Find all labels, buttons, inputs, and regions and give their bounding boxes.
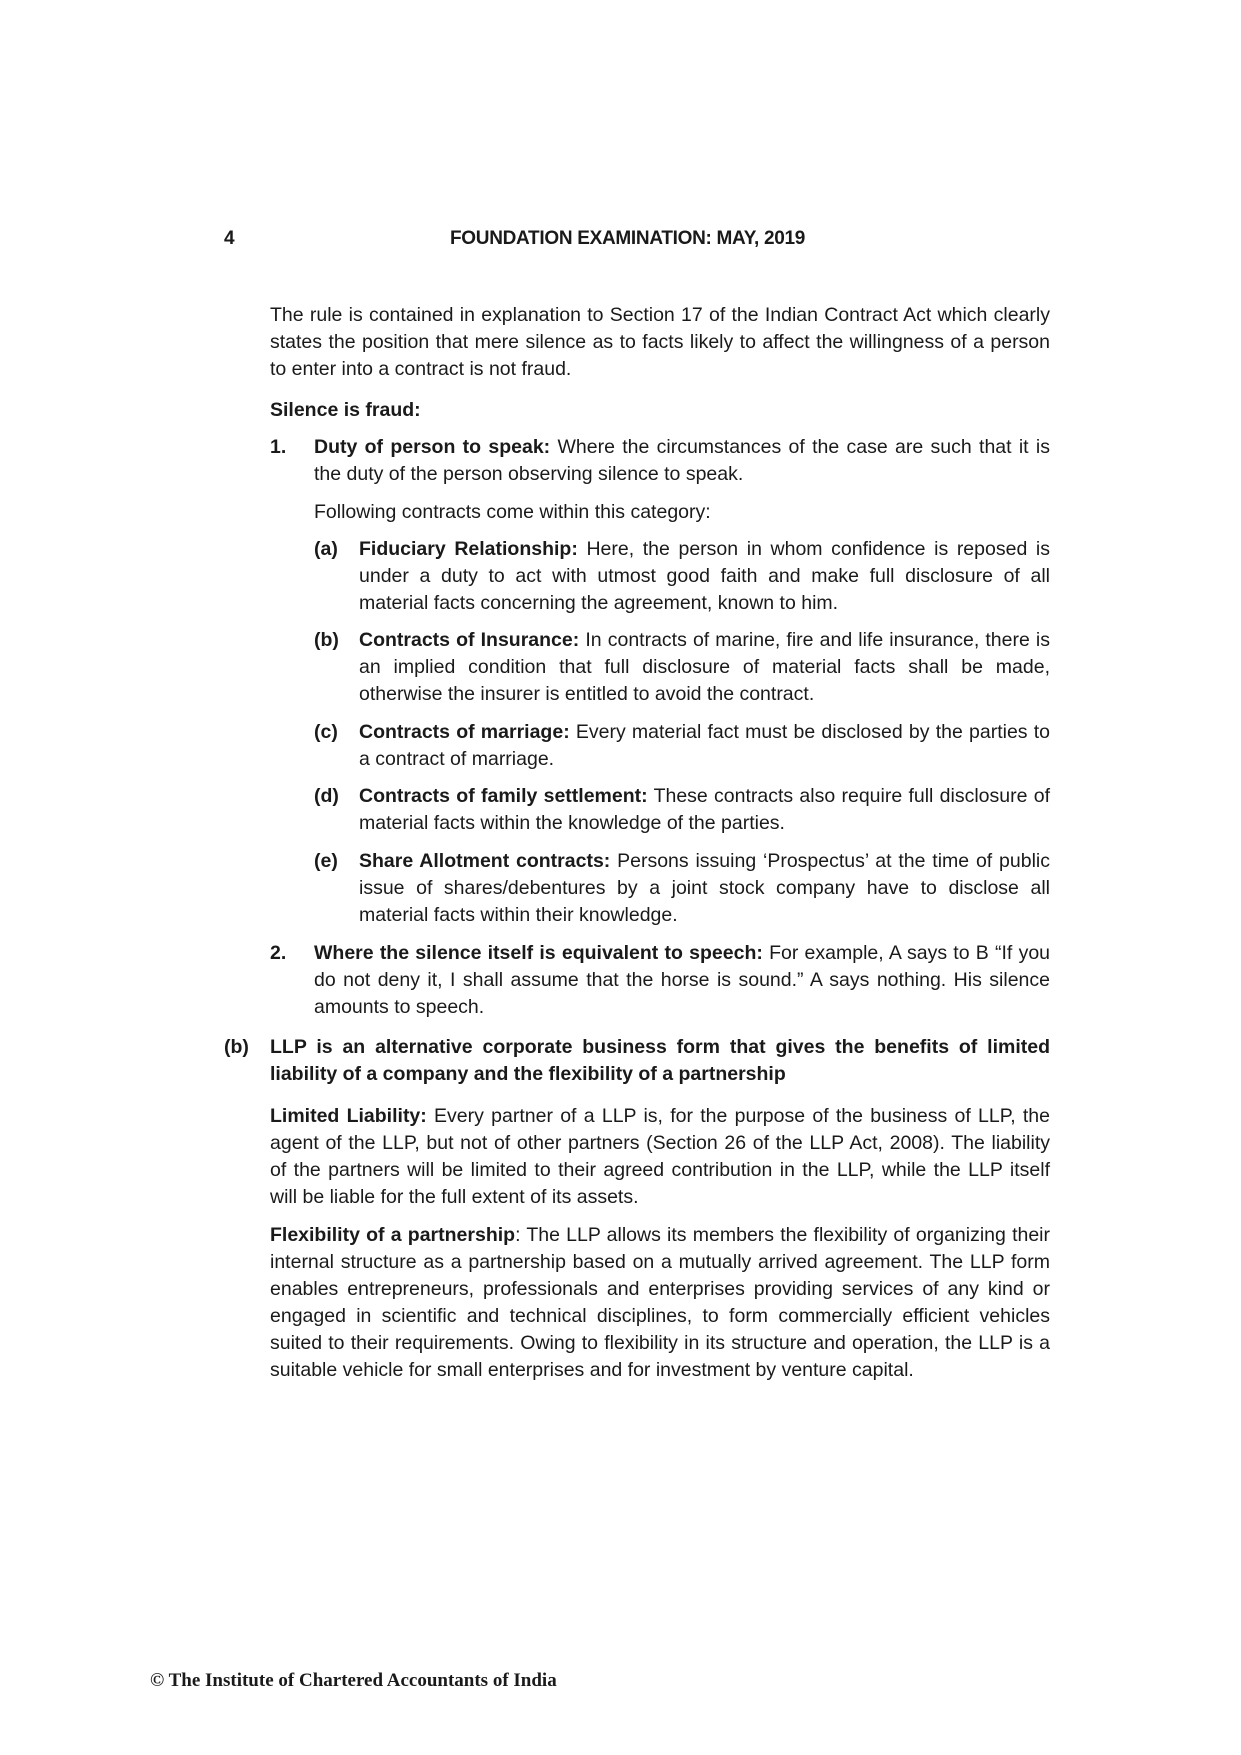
subitem-e-text: Persons issuing ‘Prospectus’ at the time of public issue of shares/debentures by a joint stock company have to disclose all material facts within their knowledge. — [359, 850, 1050, 926]
limited-liability-text: Every partner of a LLP is, for the purpose of the business of LLP, the agent of the LLP, but not of other partners (Section 26 of the LLP Act, 2008). The liability of the partners will be limited to their agreed contribution in the LLP, while the LLP itself will be liable for the full extent of its assets. — [270, 1105, 1050, 1208]
intro-paragraph: The rule is contained in explanation to Section 17 of the Indian Contract Act which clearly states the position that mere silence as to facts likely to affect the willingness of a person to enter into a contract is not fraud. — [270, 304, 1050, 380]
limited-liability-title: Limited Liability: — [270, 1105, 427, 1127]
subitem-a-title: Fiduciary Relationship: — [359, 538, 578, 560]
subitem-a-label: (a) — [314, 538, 338, 560]
flexibility-text: : The LLP allows its members the flexibility of organizing their internal structure as a partnership based on a mutually arrived agreement. The LLP form enables entrepreneurs, professionals and enterprises providing services of any kind or engaged in scientific and technical disciplines, to form commercially efficient vehicles suited to their requirements. Owing to flexibility in its structure and operation, the LLP is a suitable vehicle for small enterprises and for investment by venture capital. — [270, 1224, 1050, 1381]
footer-copyright: © The Institute of Chartered Accountants of India — [150, 1670, 557, 1691]
subitem-c — [359, 719, 1050, 773]
subitem-d — [359, 783, 1050, 837]
subitem-b-text: In contracts of marine, fire and life insurance, there is an implied condition that full disclosure of material facts shall be made, otherwise the insurer is entitled to avoid the contract. — [359, 629, 1050, 705]
part-b-heading: LLP is an alternative corporate business form that gives the benefits of limited liability of a company and the flexibility of a partnership — [270, 1036, 1050, 1085]
subitem-e — [359, 848, 1050, 929]
subitem-e-label: (e) — [314, 850, 338, 872]
silence-heading: Silence is fraud: — [270, 399, 421, 421]
item2-text: For example, A says to B “If you do not deny it, I shall assume that the horse is sound.” A says nothing. His silence amounts to speech. — [314, 942, 1051, 1018]
subitem-c-label: (c) — [314, 721, 338, 743]
flexibility-title: Flexibility of a partnership — [270, 1224, 516, 1246]
subitem-b — [359, 627, 1050, 708]
item2-title: Where the silence itself is equivalent to speech: — [314, 942, 763, 964]
subitem-b-title: Contracts of Insurance: — [359, 629, 580, 651]
item1-title: Duty of person to speak: — [314, 436, 551, 458]
subitem-c-title: Contracts of marriage: — [359, 721, 570, 743]
flexibility-paragraph — [270, 1222, 1050, 1384]
limited-liability-paragraph — [270, 1103, 1050, 1211]
page-header-title: FOUNDATION EXAMINATION: MAY, 2019 — [450, 228, 806, 249]
item1-text: Where the circumstances of the case are such that it is the duty of the person observing silence to speak. — [314, 436, 1050, 485]
subitem-d-text: These contracts also require full disclosure of material facts within the knowledge of the parties. — [359, 785, 1050, 834]
subitem-c-text: Every material fact must be disclosed by the parties to a contract of marriage. — [359, 721, 1050, 770]
item1-number: 1. — [270, 436, 287, 458]
item2-number: 2. — [270, 942, 287, 964]
subitem-e-title: Share Allotment contracts: — [359, 850, 611, 872]
item1-paragraph — [314, 434, 1050, 488]
subitem-d-title: Contracts of family settlement: — [359, 785, 648, 807]
subitem-a-text: Here, the person in whom confidence is reposed is under a duty to act with utmost good faith and make full disclosure of all material facts concerning the agreement, known to him. — [359, 538, 1050, 614]
part-b-label: (b) — [224, 1036, 249, 1058]
item2-paragraph — [314, 940, 1050, 1021]
page-number: 4 — [224, 228, 235, 249]
item1-following: Following contracts come within this category: — [314, 501, 711, 523]
subitem-d-label: (d) — [314, 785, 339, 807]
subitem-b-label: (b) — [314, 629, 339, 651]
subitem-a — [359, 536, 1050, 617]
